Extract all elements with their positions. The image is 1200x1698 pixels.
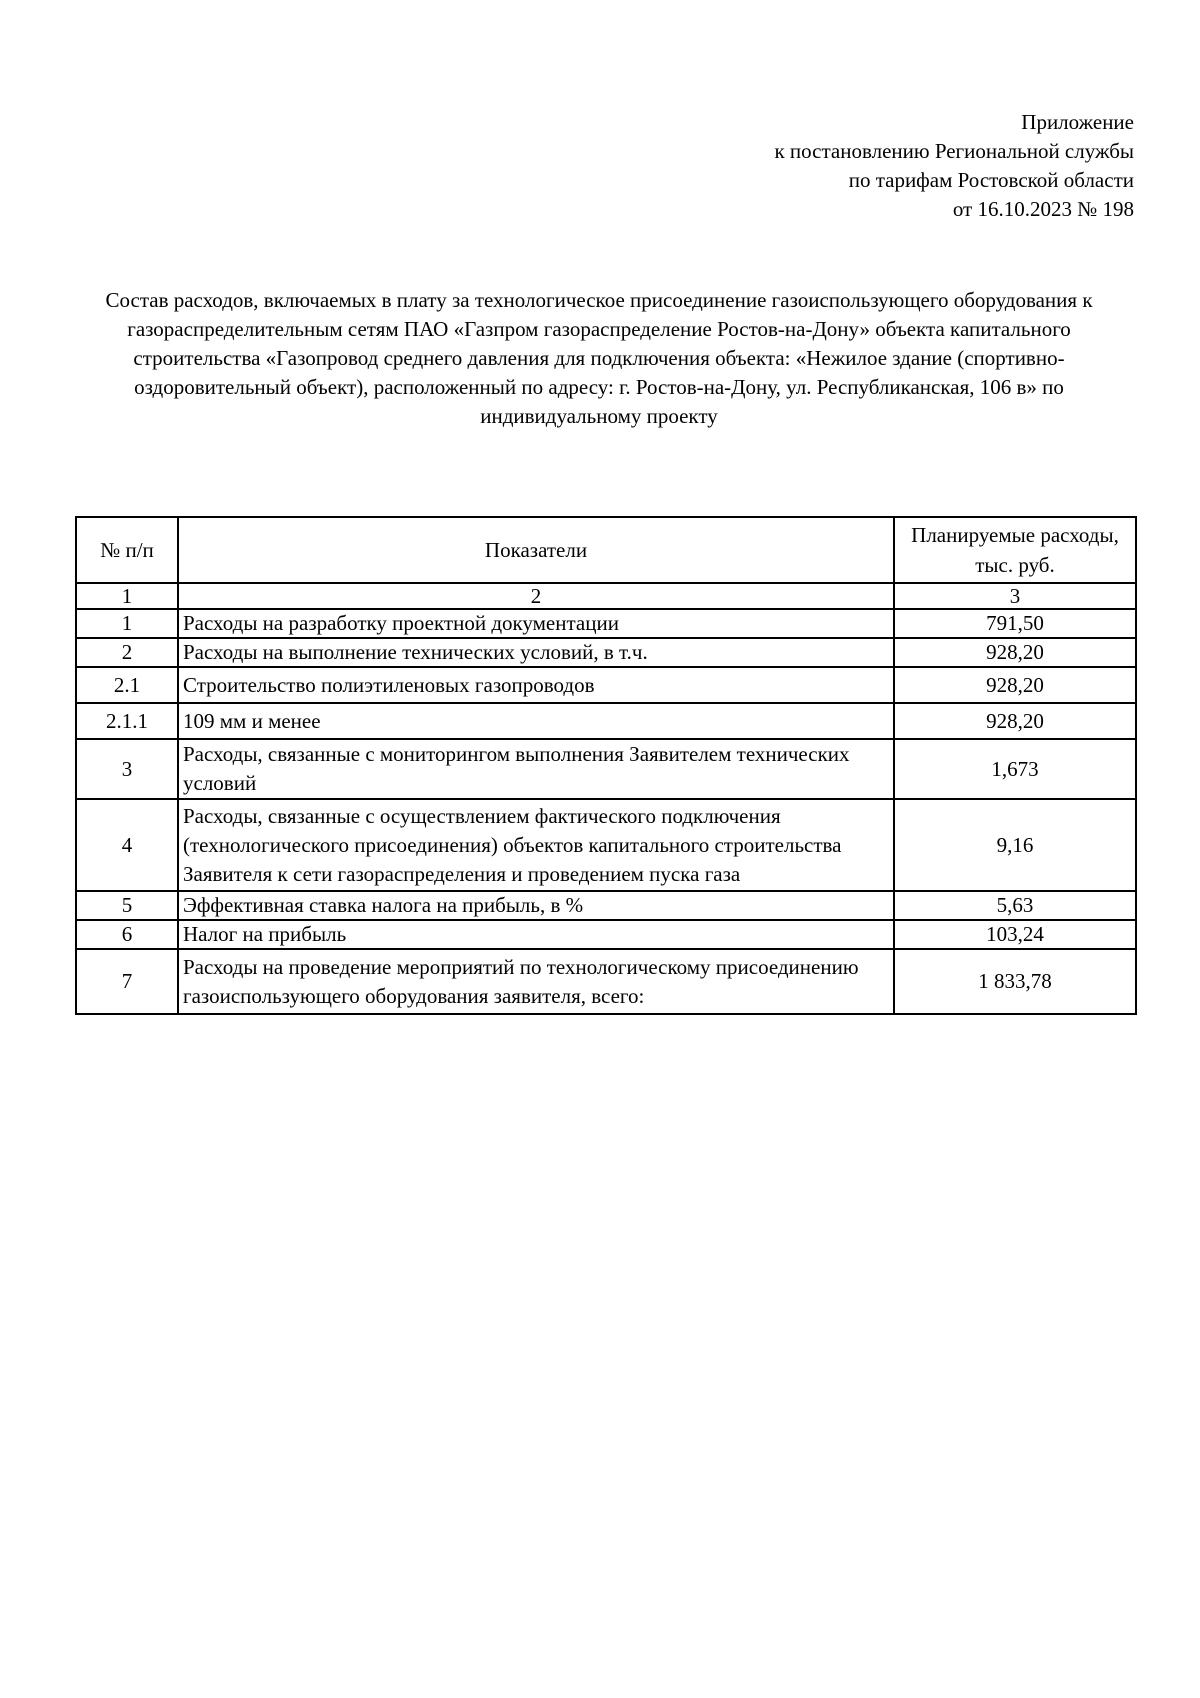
row-num: 2.1 [76,667,178,703]
row-name: Строительство полиэтиленовых газопроводов [178,667,894,703]
table-row [76,609,1136,638]
header-value [894,517,1136,583]
table-row [76,739,1136,799]
row-name: Расходы на выполнение технических условий, в т.ч. [178,638,894,667]
row-num: 7 [76,949,178,1014]
row-num: 3 [76,739,178,799]
table-row [76,891,1136,920]
title-line: строительства «Газопровод среднего давления для подключения объекта: «Нежилое здание (спортивно- [133,346,1065,370]
row-name: Расходы на разработку проектной документации [178,609,894,638]
row-num: 6 [76,920,178,949]
title-line: газораспределительным сетям ПАО «Газпром газораспределение Ростов-на-Дону» объекта капитального [127,317,1071,341]
row-value: 5,63 [894,891,1136,920]
row-name: Расходы, связанные с осуществлением фактического подключения (технологического присоединения) объектов капитального строительства Заявителя к сети газораспределения и проведением пуска газа [178,799,894,891]
row-name: Налог на прибыль [178,920,894,949]
table-row [76,667,1136,703]
table-row [76,920,1136,949]
index-cell: 1 [76,583,178,609]
row-value: 928,20 [894,638,1136,667]
row-value: 1 833,78 [894,949,1136,1014]
row-num: 2.1.1 [76,703,178,739]
index-cell: 3 [894,583,1136,609]
title-line: оздоровительный объект), расположенный по адресу: г. Ростов-на-Дону, ул. Республиканская, 106 в» по [134,375,1064,399]
appendix-line: Приложение [1021,110,1134,134]
appendix-line: к постановлению Региональной службы [774,139,1134,163]
table-index-row [76,583,1136,609]
header-num: № п/п [76,517,178,583]
table-row [76,638,1136,667]
header-value-line: Планируемые расходы, [911,523,1119,547]
appendix-block [774,108,1134,224]
table-row [76,703,1136,739]
index-cell: 2 [178,583,894,609]
row-value: 928,20 [894,703,1136,739]
row-name: Расходы, связанные с мониторингом выполнения Заявителем технических условий [178,739,894,799]
header-name: Показатели [178,517,894,583]
document-title [70,286,1128,431]
row-value: 791,50 [894,609,1136,638]
row-value: 1,673 [894,739,1136,799]
row-value: 9,16 [894,799,1136,891]
appendix-line: от 16.10.2023 № 198 [952,197,1134,221]
costs-table [75,516,1137,1015]
header-value-line: тыс. руб. [975,553,1055,577]
row-value: 928,20 [894,667,1136,703]
table-header-row [76,517,1136,583]
table-row [76,799,1136,891]
table-row [76,949,1136,1014]
row-num: 5 [76,891,178,920]
row-name: 109 мм и менее [178,703,894,739]
row-num: 4 [76,799,178,891]
row-name: Расходы на проведение мероприятий по технологическому присоединению газоиспользующего оборудования заявителя, всего: [178,949,894,1014]
title-line: индивидуальному проекту [480,404,718,428]
row-value: 103,24 [894,920,1136,949]
row-name: Эффективная ставка налога на прибыль, в % [178,891,894,920]
row-num: 1 [76,609,178,638]
appendix-line: по тарифам Ростовской области [848,168,1134,192]
row-num: 2 [76,638,178,667]
title-line: Состав расходов, включаемых в плату за технологическое присоединение газоиспользующего оборудования к [105,288,1093,312]
